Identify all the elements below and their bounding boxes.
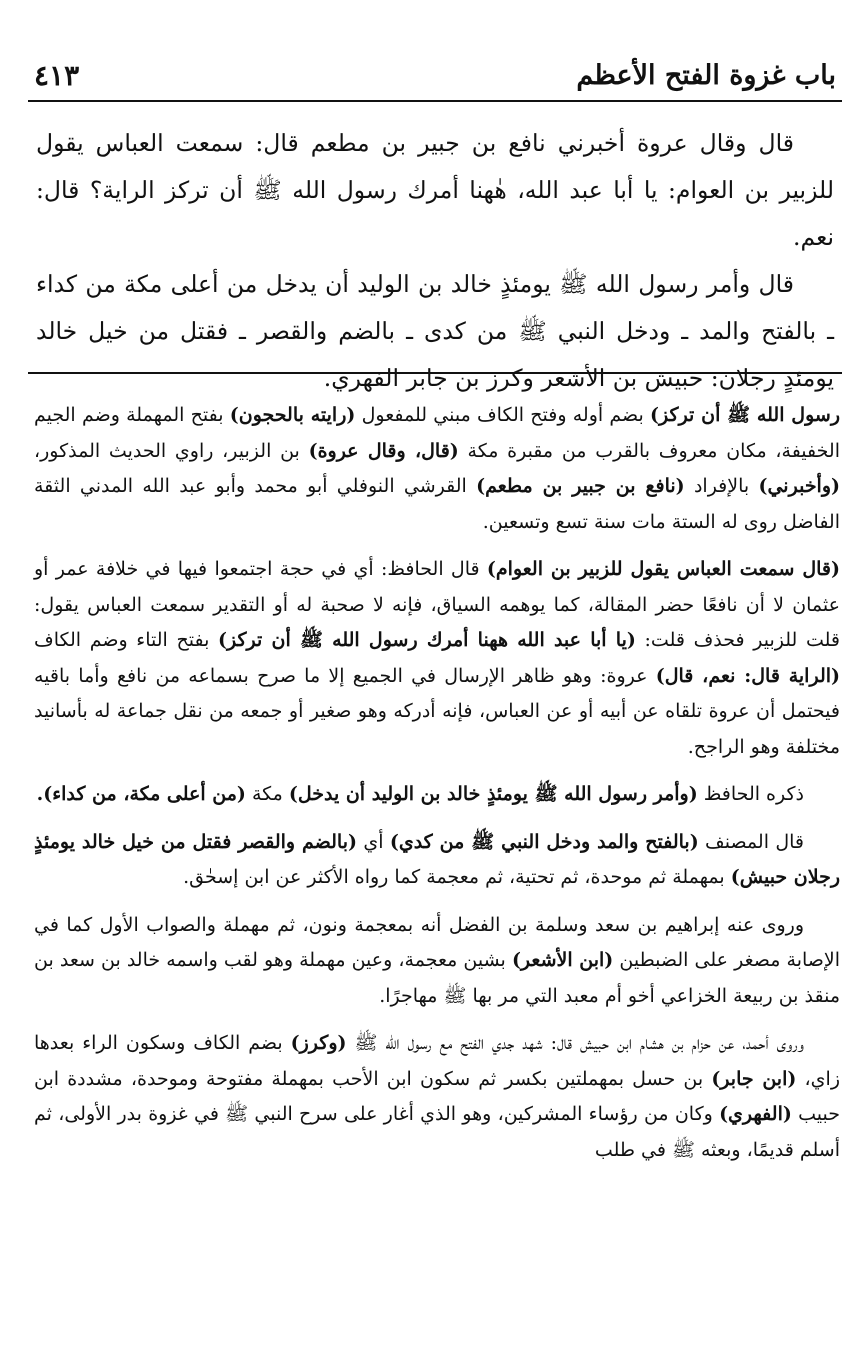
hadith-paragraph: قال وقال عروة أخبرني نافع بن جبير بن مطعم قال: سمعت العباس يقول للزبير بن العوام: يا أبا عبد الله، هٰهنا أمرك رسول الله ﷺ أن تركز الراية؟ قال: نعم.: [36, 129, 834, 251]
page-header: [34, 52, 836, 98]
commentary-paragraph: رسول الله ﷺ أن تركز) بضم أوله وفتح الكاف مبني للمفعول (رايته بالحجون) بفتح المهملة وضم الجيم الخفيفة، مكان معروف بالقرب من مقبرة مكة (قال، وقال عروة) بن الزبير، راوي الحديث المذكور، (وأخبرني) بالإفراد (نافع بن جبير بن مطعم) القرشي النوفلي أبو محمد وأبو عبد الله المدني الثقة الفاضل روى له الستة مات سنة تسع وتسعين.: [34, 404, 841, 533]
commentary-text: [34, 398, 840, 1180]
commentary-paragraph: وروى أحمد، عن حزام بن هشام ابن حبيش قال: شهد جدي الفتح مع رسول الله ﷺ (وكرز) بضم الكاف وسكون الراء بعدها زاي، (ابن جابر) بن حسل بمهملتين بكسر ثم سكون ابن الأحب بمهملة مفتوحة وموحدة، مشددة ابن حبيب (الفهري) وكان من رؤساء المشركين، وهو الذي أغار على سرح النبي ﷺ في غزوة بدر الأولى، ثم أسلم قديمًا، وبعثه ﷺ في طلب: [34, 1032, 840, 1161]
chapter-title: باب غزوة الفتح الأعظم: [576, 59, 836, 91]
commentary-paragraph: ذكره الحافظ (وأمر رسول الله ﷺ يومئذٍ خالد بن الوليد أن يدخل) مكة (من أعلى مكة، من كداء).: [36, 783, 804, 805]
hadith-paragraph: قال وأمر رسول الله ﷺ يومئذٍ خالد بن الوليد أن يدخل من أعلى مكة من كداء ـ بالفتح والمد ـ ودخل النبي ﷺ من كدى ـ بالضم والقصر ـ فقتل من خيل خالد يومئذٍ رجلان: حبيش بن الأشعر وكرز بن جابر الفهري.: [36, 270, 834, 392]
commentary-paragraph: قال المصنف (بالفتح والمد ودخل النبي ﷺ من كدي) أي (بالضم والقصر فقتل من خيل خالد يومئذٍ رجلان حبيش) بمهملة ثم موحدة، ثم تحتية، ثم معجمة كما رواه الأكثر عن ابن إسحٰق.: [34, 830, 840, 888]
commentary-paragraph: وروى عنه إبراهيم بن سعد وسلمة بن الفضل أنه بمعجمة ونون، ثم مهملة والصواب الأول كما في الإصابة مصغر على الضبطين (ابن الأشعر) بشين معجمة، وعين مهملة وهو لقب واسمه خالد بن سعد بن منقذ بن ربيعة الخزاعي أخو أم معبد التي مر بها ﷺ مهاجرًا.: [34, 913, 841, 1007]
commentary-paragraph: (قال سمعت العباس يقول للزبير بن العوام) قال الحافظ: أي في حجة اجتمعوا فيها في خلافة عمر أو عثمان لا أن نافعًا حضر المقالة، كما يوهمه السياق، فإنه لا صحبة له أو التقدير سمعت العباس يقول: قلت للزبير فحذف قلت: (يا أبا عبد الله ههنا أمرك رسول الله ﷺ أن تركز) بفتح التاء وضم الكاف (الراية قال: نعم، قال) عروة: وهو ظاهر الإرسال في الجميع إلا ما صرح بسماعه من نافع وأما باقيه فيحتمل أن عروة تلقاه عن أبيه أو عن العباس، فإنه أدركه وهو صغير أو جمعه من نقل جماعة له بأسانيد مختلفة وهو الراجح.: [34, 558, 841, 758]
hadith-text: [36, 120, 834, 402]
page-number: ٤١٣: [34, 58, 80, 92]
header-rule: [28, 100, 842, 102]
section-rule: [28, 372, 842, 374]
